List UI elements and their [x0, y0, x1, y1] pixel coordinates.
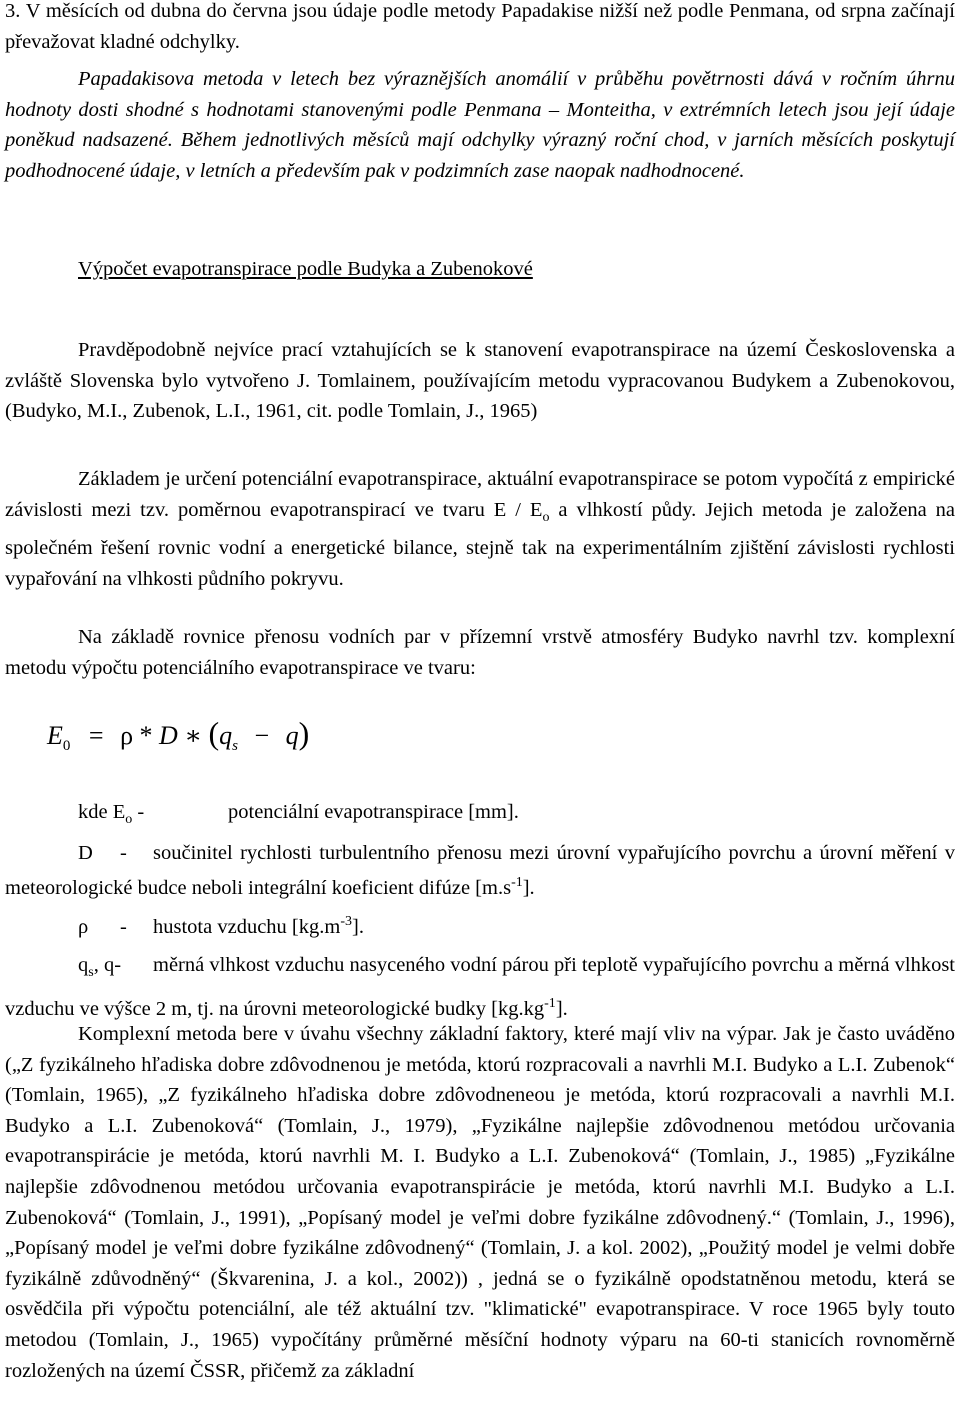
- section-heading: [5, 254, 955, 285]
- definition-rho-dash: -: [120, 915, 127, 938]
- paragraph-komplexni-metoda: Komplexní metoda bere v úvahu všechny základní faktory, které mají vliv na výpar. Jak je často uváděno („Z fyzikálneho hľadiska dobre zdôvodnenou je metóda, ktorú rozpracovali a navrhli M.I. Budyko a L.I. Zubenok“ (Tomlain, 1965), „Z fyzikálneho hľadiska dobre zdôvodneneou je metóda, ktorú rozpracovali a navrhli M.I. Budyko a L.I. Zubenoková“ (Tomlain, J., 1979), „Fyzikálne najlepšie zdôvodnenou metódou určovania evapotranspirácie je metóda, ktorú navrhli M. I. Budyko a L.I. Zubenoková“ (Tomlain, J., 1985) „Fyzikálne najlepšie zdôvodnenou metódou určovania evapotranspirácie je metóda, ktorú navrhli M.I. Budyko a L.I. Zubenoková“ (Tomlain, J., 1991), „Popísaný model je veľmi dobre fyzikálne zdôvodnený.“ (Tomlain, J., 1996), „Popísaný model je veľmi dobre fyzikálne zdôvodnený“ (Tomlain, J. a kol. 2002), „Použitý model je velmi dobře fyzikálně zdůvodněný“ (Škvarenina, J. a kol., 2002)) , jedná se o fyzikálně opodstatněnou metodu, která se osvědčila při výpočtu potenciální, ale též aktuální tzv. "klimatické" evapotranspirace. V roce 1965 byly touto metodou (Tomlain, J., 1965) vypočítány průměrné měsíční hodnoty výparu na 60-ti stanicích rovnoměrně rozložených na území ČSSR, přičemž za základní: [5, 1023, 955, 1382]
- paragraph-rovnice: Na základě rovnice přenosu vodních par v přízemní vrstvě atmosféry Budyko navrhl tzv. komplexní metodu výpočtu potenciálního evapotranspirace ve tvaru:: [5, 626, 955, 679]
- definition-rho-text: hustota vzduchu $[kg.m^{-3}]$.: [153, 914, 364, 938]
- definition-D-symbol: D: [78, 842, 93, 864]
- definition-E0: [78, 797, 955, 836]
- definition-D-dash: -: [120, 842, 127, 864]
- formula-equals: =: [88, 721, 104, 750]
- formula-D: D: [159, 721, 178, 750]
- formula-star-1: *: [139, 721, 153, 750]
- formula-q2: q: [285, 721, 299, 750]
- definition-q-symbol: $q_s$, q-: [78, 954, 122, 981]
- formula-potential-evapotranspiration: [47, 715, 310, 762]
- formula-left-paren: (: [208, 715, 220, 751]
- section-heading-text: Výpočet evapotranspirace podle Budyka a Zubenokové: [78, 258, 533, 280]
- definition-E0-text: potenciální evapotranspirace [mm].: [228, 801, 519, 823]
- formula-E: E: [47, 721, 63, 750]
- paragraph-zaklad: [5, 464, 955, 594]
- formula-q-subscript: s: [232, 738, 238, 755]
- paragraph-item-3: 3. V měsících od dubna do června jsou údaje podle metody Papadakise nižší než podle Penmana, od srpna začínají převažovat kladné odchylky.: [5, 0, 955, 53]
- formula-q: q: [219, 721, 233, 750]
- paragraph-zaklad-part1: Základem je určení potenciální evapotranspirace, aktuální evapotranspirace se potom vypočítá z empirické závislosti mezi tzv. poměrnou evapotranspirací ve tvaru E / E: [5, 468, 955, 521]
- paragraph-papadakis-summary: Papadakisova metoda v letech bez výraznějších anomálií v průběhu povětrnosti dává v ročním úhrnu hodnoty dosti shodné s hodnotami stanovenými podle Penmana – Monteitha, v extrémních letech jsou její údaje poněkud nadsazené. Během jednotlivých měsíců mají odchylky výrazný roční chod, v jarních měsících poskytují podhodnocené údaje, v letních a především pak v podzimních zase naopak nadhodnocené.: [5, 68, 955, 182]
- definition-rho: [78, 907, 955, 942]
- definition-q: [5, 950, 955, 1024]
- definition-q-text: měrná vlhkost vzduchu nasyceného vodní párou při teplotě vypařujícího povrchu a měrná vlhkost vzduchu ve výšce 2 m, tj. na úrovni meteorologické budky $[kg.kg^{-1}]$.: [5, 954, 955, 1020]
- paragraph-zaklad-subscript: o: [542, 509, 550, 525]
- definition-D-text: součinitel rychlosti turbulentního přenosu mezi úrovní vypařujícího povrchu a úrovní měření v meteorologické budce neboli integrální koeficient difúze $[m.s^{-1}]$.: [5, 842, 955, 900]
- formula-rho: ρ: [120, 721, 134, 750]
- formula-star-2: ∗: [184, 721, 202, 750]
- formula-right-paren: ): [298, 715, 310, 751]
- formula-minus: −: [254, 721, 270, 750]
- definition-D: [5, 838, 955, 904]
- definition-E0-symbol: kde $E_o$ -: [78, 801, 145, 828]
- paragraph-zaklad-part2: a vlhkostí půdy. Jejich metoda je založena na společném řešení rovnic vodní a energetické bilance, stejně tak na experimentálním zjištění závislosti rychlosti vypařování na vlhkosti půdního pokryvu.: [5, 498, 955, 590]
- definition-rho-symbol: ρ: [78, 915, 89, 938]
- paragraph-budyko-intro: Pravděpodobně nejvíce prací vztahujících se k stanovení evapotranspirace na území Československa a zvláště Slovenska bylo vytvořeno J. Tomlainem, používajícím metodu vypracovanou Budykem a Zubenokovou, (Budyko, M.I., Zubenok, L.I., 1961, cit. podle Tomlain, J., 1965): [5, 339, 955, 423]
- formula-E-subscript: 0: [62, 738, 71, 755]
